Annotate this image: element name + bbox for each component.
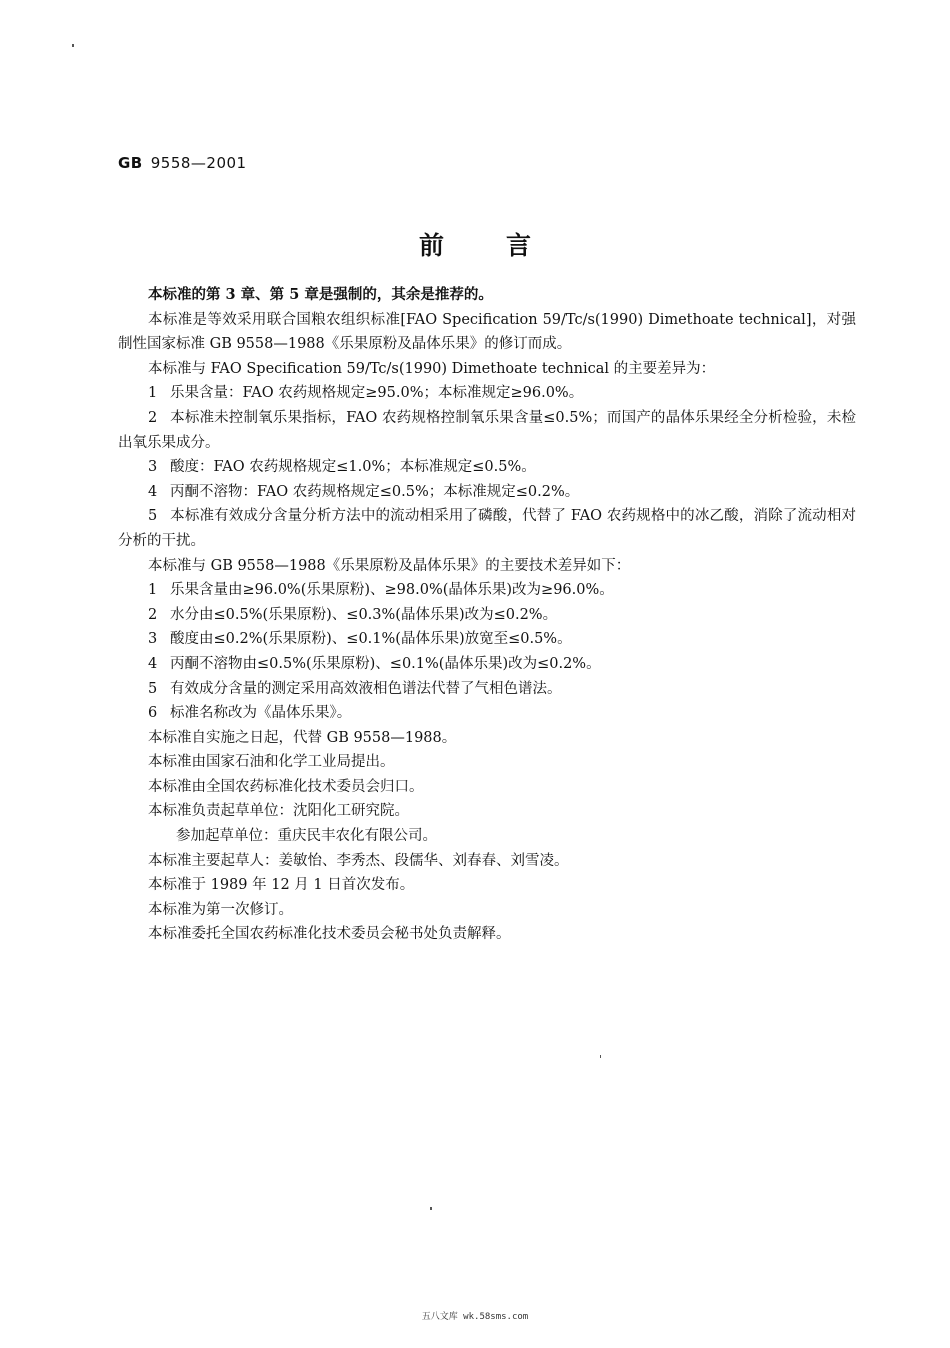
list-item-text: 水分由≤0.5%(乐果原粉)、≤0.3%(晶体乐果)改为≤0.2%。 [170,606,558,623]
drafters-statement: 本标准主要起草人：姜敏怡、李秀杰、段儒华、刘春春、刘雪凌。 [148,852,569,869]
list-item-number: 3 [148,459,158,476]
fao-differences-intro: 本标准与 FAO Specification 59/Tc/s(1990) Dimethoate technical 的主要差异为： [148,360,716,377]
list-item [118,701,856,726]
list-item-text: 本标准有效成分含量分析方法中的流动相采用了磷酸，代替了 FAO 农药规格中的冰乙酸，消除了流动相对分析的干扰。 [118,508,856,549]
standard-code-prefix: GB [118,154,143,172]
lead-drafter-statement: 本标准负责起草单位：沈阳化工研究院。 [148,803,409,820]
list-item [118,504,856,553]
list-item [118,578,856,603]
list-item-number: 4 [148,483,158,500]
list-item [118,627,856,652]
replacement-statement: 本标准自实施之日起，代替 GB 9558—1988。 [148,729,457,746]
list-item-text: 本标准未控制氧乐果指标，FAO 农药规格控制氧乐果含量≤0.5%；而国产的晶体乐果经全分析检验，未检出氧乐果成分。 [118,409,856,451]
list-item [118,381,856,406]
list-item-number: 6 [148,705,158,722]
list-item [118,677,856,702]
co-drafter-statement: 参加起草单位：重庆民丰农化有限公司。 [176,828,437,845]
interpretation-statement: 本标准委托全国农药标准化技术委员会秘书处负责解释。 [148,926,511,943]
list-item [118,480,856,505]
gb-differences-list [118,578,856,726]
list-item-number: 5 [148,508,158,525]
footer-watermark: 五八文库 wk.58sms.com [421,1312,529,1322]
page-title [0,226,950,262]
list-item [118,603,856,628]
standard-code [118,154,247,172]
list-item-text: 酸度由≤0.2%(乐果原粉)、≤0.1%(晶体乐果)放宽至≤0.5%。 [170,631,572,648]
list-item-text: 丙酮不溶物由≤0.5%(乐果原粉)、≤0.1%(晶体乐果)改为≤0.2%。 [170,655,601,672]
title-char-1: 前 [418,231,444,260]
standard-code-number: 9558—2001 [150,154,247,172]
proposer-statement: 本标准由国家石油和化学工业局提出。 [148,754,395,771]
list-item-text: 乐果含量：FAO 农药规格规定≥95.0%；本标准规定≥96.0%。 [170,385,584,402]
fao-differences-list [118,381,856,553]
scan-speck [430,1207,432,1210]
list-item-text: 有效成分含量的测定采用高效液相色谱法代替了气相色谱法。 [170,680,562,697]
first-issue-statement: 本标准于 1989 年 12 月 1 日首次发布。 [148,877,415,894]
list-item-number: 3 [148,631,158,648]
adoption-paragraph: 本标准是等效采用联合国粮农组织标准[FAO Specification 59/Tc/s(1990) Dimethoate technical]，对强制性国家标准 GB 9558—1988《乐果原粉及晶体乐果》的修订而成。 [118,311,856,353]
title-char-2: 言 [506,231,532,260]
list-item-number: 4 [148,655,158,672]
mandatory-statement: 本标准的第 3 章、第 5 章是强制的，其余是推荐的。 [148,286,493,303]
document-body [118,283,856,947]
list-item-number: 1 [148,385,158,402]
administration-statement: 本标准由全国农药标准化技术委员会归口。 [148,778,424,795]
list-item [118,455,856,480]
list-item-text: 酸度：FAO 农药规格规定≤1.0%；本标准规定≤0.5%。 [170,459,536,476]
list-item [118,406,856,455]
list-item-number: 1 [148,582,158,599]
scan-speck [600,1055,601,1058]
list-item [118,652,856,677]
gb-differences-intro: 本标准与 GB 9558—1988《乐果原粉及晶体乐果》的主要技术差异如下： [148,557,631,574]
list-item-number: 2 [148,606,158,623]
revision-statement: 本标准为第一次修订。 [148,901,293,918]
list-item-text: 乐果含量由≥96.0%(乐果原粉)、≥98.0%(晶体乐果)改为≥96.0%。 [170,582,614,599]
list-item-text: 标准名称改为《晶体乐果》。 [170,705,352,722]
scan-speck [72,44,74,47]
list-item-text: 丙酮不溶物：FAO 农药规格规定≤0.5%；本标准规定≤0.2%。 [170,483,580,500]
list-item-number: 2 [148,409,158,426]
list-item-number: 5 [148,680,158,697]
